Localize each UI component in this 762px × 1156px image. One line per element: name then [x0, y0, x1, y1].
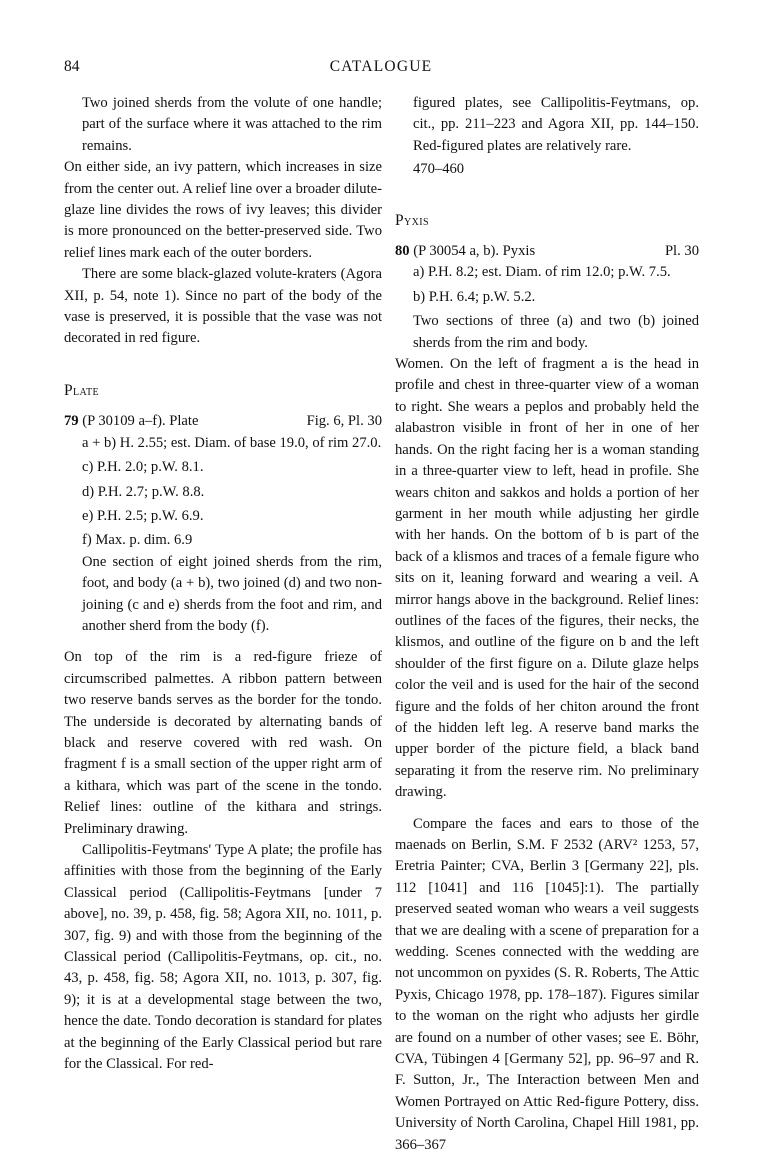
measurement: a + b) H. 2.55; est. Diam. of base 19.0, of rim 27.0. — [82, 434, 382, 451]
entry-79-header — [64, 411, 382, 432]
section-heading-pyxis — [395, 210, 699, 232]
sherd-description: Two joined sherds from the volute of one handle; part of the surface where it was attached to the rim remains. — [82, 95, 382, 154]
volute-kraters-paragraph: There are some black-glazed volute-kraters (Agora XII, p. 54, note 1). Since no part of the body of the vase is preserved, it is possible that the vase was not decorated in red figure. — [64, 266, 382, 347]
section-heading-plate — [64, 380, 382, 402]
page-number: 84 — [64, 58, 80, 75]
entry-figure-ref: Fig. 6, Pl. 30 — [306, 413, 382, 430]
measurement: f) Max. p. dim. 6.9 — [82, 532, 193, 549]
running-head: CATALOGUE — [329, 58, 433, 75]
entry-title: (P 30109 a–f). Plate — [78, 413, 199, 430]
section-rest: late — [73, 382, 100, 399]
women-description-paragraph: Women. On the left of fragment a is the head in profile and chest in three-quarter view of a woman to right. She wears a peplos and probably held the alabastron visible in front of her in one of her hands. On the right facing her is a woman standing in a three-quarter view to left, head in profile. She wears chiton and sakkos and holds a portion of her garment in her mouth while adjusting her girdle with her hands. On the bottom of b is part of the back of a klismos and traces of a female figure who sits on it, leaning forward and wearing a veil. A mirror hangs above in the background. Relief lines: outlines of the faces of the figures, their necks, the klismos, and outline of the figure on b and the left shoulder of the first figure on a. Dilute glaze helps color the veil and is used for the hair of the second figure and the folds of her chiton around the front of the hidden left leg. A reserve band marks the upper border of the picture field, a black band separating it from the reserve rim. No preliminary drawing. — [395, 356, 699, 801]
entry-date: 470–460 — [413, 161, 465, 178]
measurement: a) P.H. 8.2; est. Diam. of rim 12.0; p.W. 7.5. — [413, 264, 671, 281]
measurement: e) P.H. 2.5; p.W. 6.9. — [82, 507, 204, 524]
continued-paragraph: figured plates, see Callipolitis-Feytmans, op. cit., pp. 211–223 and Agora XII, pp. 144–150. Red-figured plates are relatively rare. — [413, 95, 699, 154]
rim-decoration-paragraph: On top of the rim is a red-figure frieze of circumscribed palmettes. A ribbon pattern between two reserve bands serves as the border for the tondo. The underside is decorated by alternating bands of black and reserve covered with red wash. On fragment f is a small section of the upper right arm of a kithara, which was part of the scene in the tondo. Relief lines: outline of the kithara and strings. Preliminary drawing. — [64, 649, 382, 837]
entry-title: (P 30054 a, b). Pyxis — [409, 243, 536, 260]
measurement: d) P.H. 2.7; p.W. 8.8. — [82, 483, 205, 500]
measurement: b) P.H. 6.4; p.W. 5.2. — [413, 288, 536, 305]
comparison-paragraph: Compare the faces and ears to those of the maenads on Berlin, S.M. F 2532 (ARV² 1253, 57, Eretria Painter; CVA, Berlin 3 [Germany 22], pls. 112 [1041] and 116 [1045]:1). The partially preserved seated woman who wears a veil suggests that we are dealing with a scene of preparation for a wedding. Scenes connected with the wedding are not uncommon on pyxides (S. R. Roberts, The Attic Pyxis, Chicago 1978, pp. 178–187). Figures similar to the woman on the right who adjusts her girdle are found on a number of other vases; see E. Böhr, CVA, Tübingen 4 [Germany 52], pp. 96–97 and R. F. Sutton, Jr., The Interaction between Men and Women Portrayed on Attic Red-figure Pottery, diss. University of North Carolina, Chapel Hill 1981, pp. 366–367 — [395, 815, 699, 1153]
sherds-description: One section of eight joined sherds from the rim, foot, and body (a + b), two joined (d) and two non-joining (c and e) sherds from the foot and rim, and another sherd from the body (f). — [82, 553, 382, 634]
section-initial: P — [395, 211, 405, 229]
entry-number: 80 — [395, 243, 410, 260]
entry-number: 79 — [64, 413, 79, 430]
right-column — [395, 93, 699, 1156]
left-column — [64, 93, 382, 1075]
section-rest: yxis — [404, 212, 429, 229]
measurement: c) P.H. 2.0; p.W. 8.1. — [82, 459, 204, 476]
entry-80-header — [395, 241, 699, 262]
ivy-pattern-paragraph: On either side, an ivy pattern, which increases in size from the center out. A relief line over a broader dilute-glaze line divides the rows of ivy leaves; this divider is more pronounced on the better-preserved side. Two relief lines mark each of the outer borders. — [64, 159, 382, 261]
section-initial: P — [64, 381, 74, 399]
page-header — [0, 58, 762, 82]
sherds-description: Two sections of three (a) and two (b) joined sherds from the rim and body. — [413, 313, 699, 351]
entry-plate-ref: Pl. 30 — [664, 243, 699, 260]
type-comparison-paragraph: Callipolitis-Feytmans' Type A plate; the profile has affinities with those from the beginning of the Early Classical period (Callipolitis-Feytmans [under 7 above], no. 39, p. 458, fig. 58; Agora XII, no. 1011, p. 307, fig. 9) and with those from the beginning of the Classical period (Callipolitis-Feytmans, op. cit., no. 43, p. 458, fig. 58; Agora XII, no. 1013, p. 307, fig. 9); it is at a developmental stage between the two, hence the date. Tondo decoration is standard for plates at the beginning of the Early Classical period but rare for the Classical. For red- — [64, 842, 382, 1073]
